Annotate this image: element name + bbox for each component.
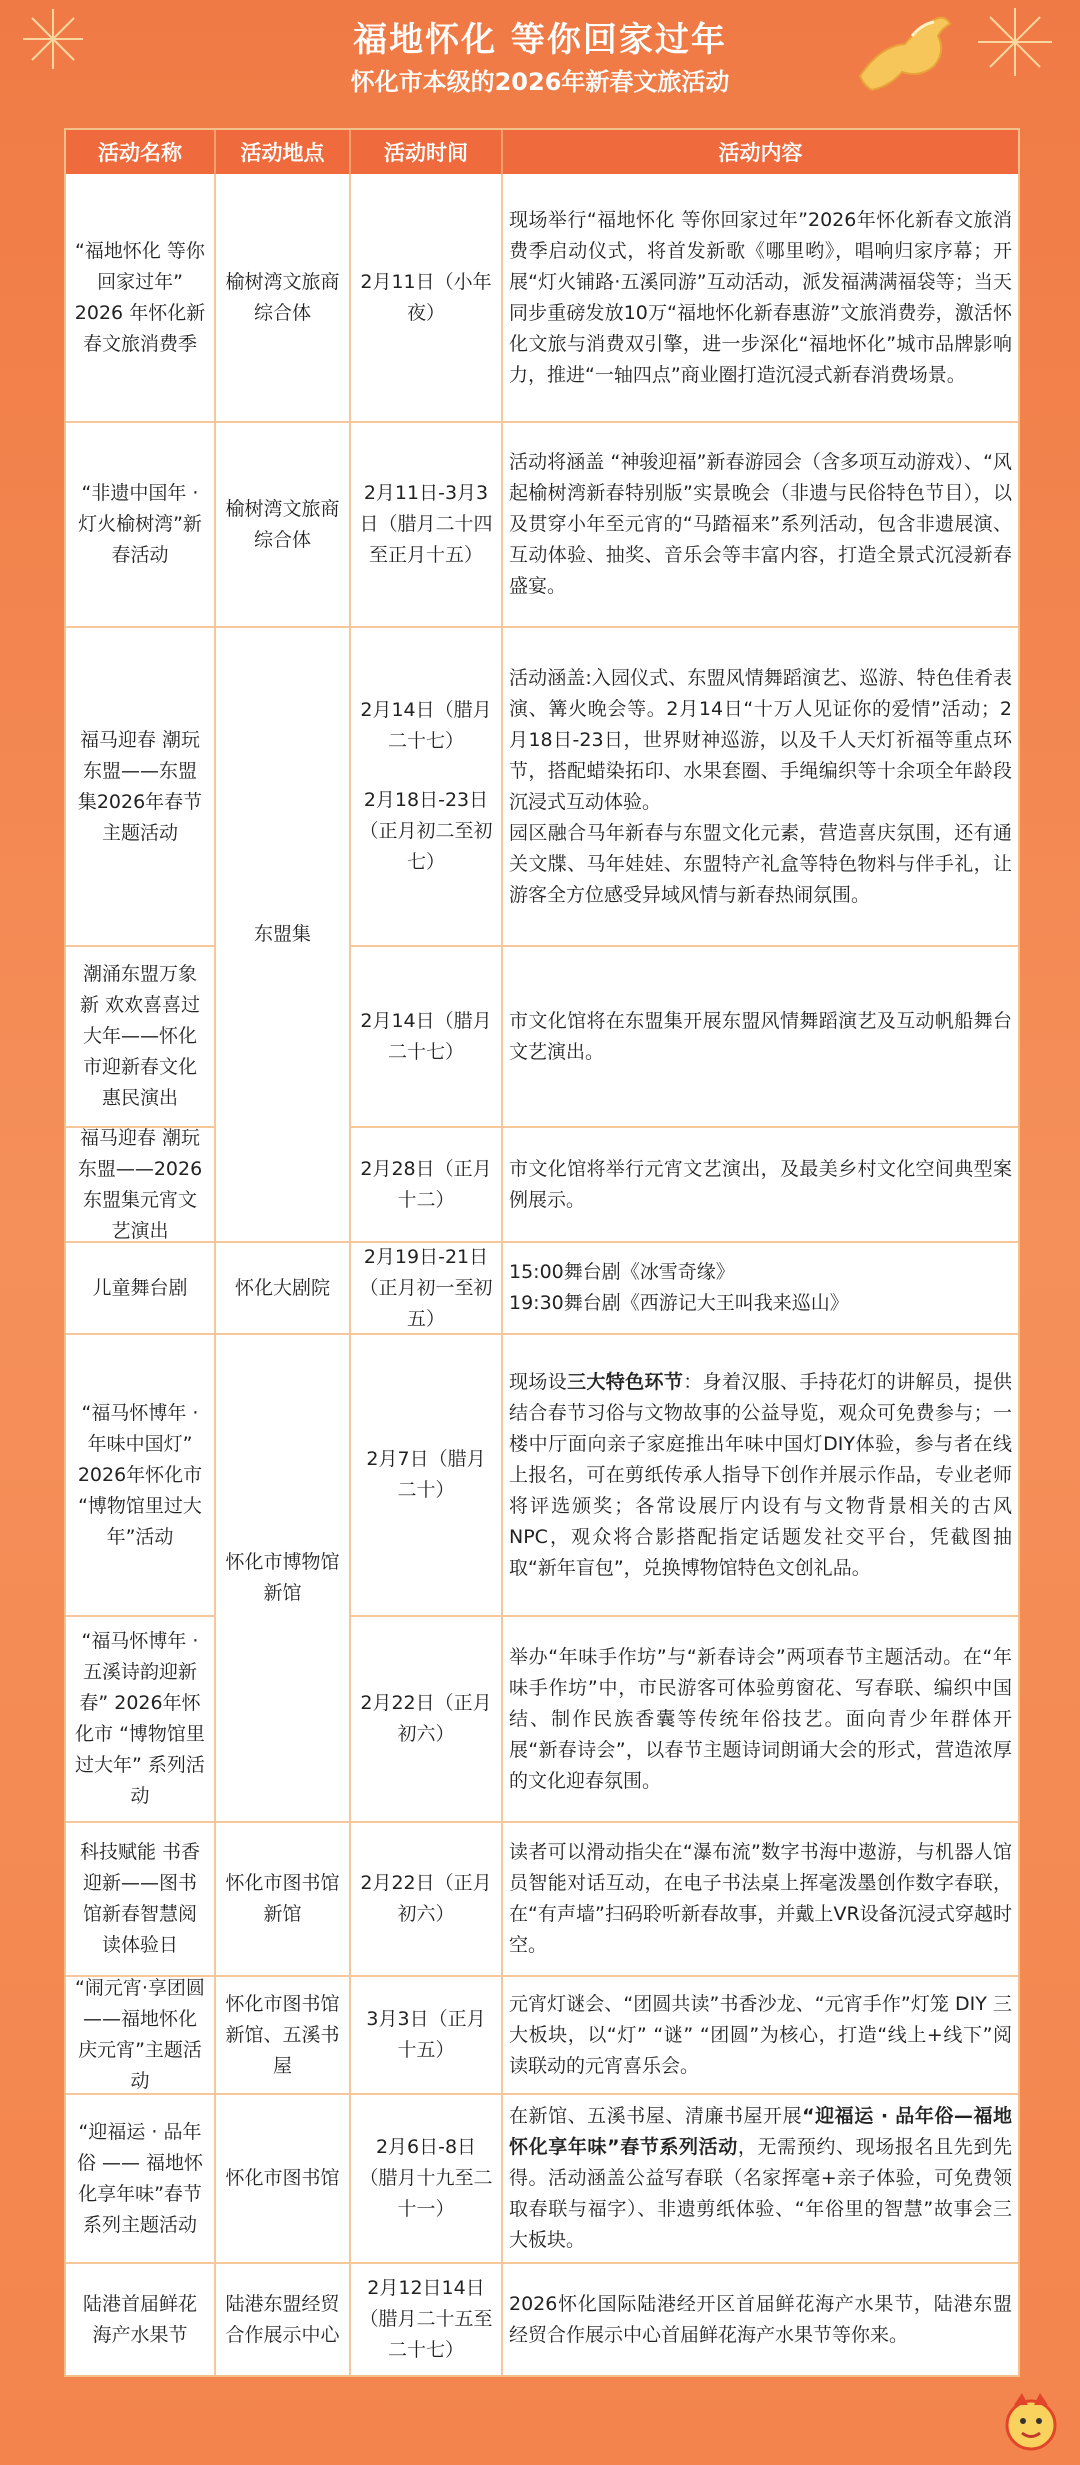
table-row-time: 2月22日（正月初六） [351, 1617, 503, 1823]
table-row-place: 怀化市图书馆 [216, 2095, 351, 2264]
content-prefix: 在新馆、五溪书屋、清廉书屋开展 [509, 2105, 803, 2127]
table-row-place: 怀化市图书馆新馆、五溪书屋 [216, 1977, 351, 2095]
content-text: ：身着汉服、手持花灯的讲解员，提供结合春节习俗与文物故事的公益导览，观众可免费参与；一楼中厅面向亲子家庭推出年味中国灯DIY体验，参与者在线上报名，可在剪纸传承人指导下创作并展示作品，专业老师将评选颁奖；各常设展厅内设有与文物背景相关的古风NPC，观众将合影搭配指定话题发社交平台，凭截图抽取“新年盲包”，兑换博物馆特色文创礼品。 [509, 1370, 1012, 1579]
content-paragraph: 园区融合马年新春与东盟文化元素，营造喜庆氛围，还有通关文牒、马年娃娃、东盟特产礼盒等特色物料与伴手礼，让游客全方位感受异域风情与新春热闹氛围。 [509, 821, 1012, 906]
table-row-time: 2月22日（正月初六） [351, 1823, 503, 1977]
table-row-name: “闹元宵·享团圆——福地怀化庆元宵”主题活动 [66, 1977, 216, 2095]
table-row-name: 福马迎春 潮玩东盟——东盟集2026年春节主题活动 [66, 628, 216, 947]
page-subtitle: 怀化市本级的2026年新春文旅活动 [350, 68, 730, 96]
table-row-place: 榆树湾文旅商综合体 [216, 174, 351, 423]
table-row-name: 潮涌东盟万象新 欢欢喜喜过大年——怀化市迎新春文化惠民演出 [66, 947, 216, 1128]
table-row-place: 榆树湾文旅商综合体 [216, 423, 351, 628]
table-row-time: 2月11日（小年夜） [351, 174, 503, 423]
table-row-time: 2月28日（正月十二） [351, 1128, 503, 1243]
table-row-place: 怀化市博物馆新馆 [216, 1335, 351, 1823]
table-row-time: 3月3日（正月十五） [351, 1977, 503, 2095]
activity-table [64, 128, 1020, 2377]
table-row-time: 2月12日14日（腊月二十五至二十七） [351, 2264, 503, 2375]
content-paragraph: 活动涵盖:入园仪式、东盟风情舞蹈演艺、巡游、特色佳肴表演、篝火晚会等。2月14日“十万人见证你的爱情”活动；2月18日-23日，世界财神巡游，以及千人天灯祈福等重点环节，搭配蜡染拓印、水果套圈、手绳编织等十余项全年龄段沉浸式互动体验。 [509, 666, 1012, 813]
content-highlight: “迎福运 · 品年俗—福地怀化享年味”春节系列活动 [509, 2105, 1012, 2158]
table-row-content: 举办“年味手作坊”与“新春诗会”两项春节主题活动。在“年味手作坊”中，市民游客可体验剪窗花、写春联、编织中国结、制作民族香囊等传统年俗技艺。面向青少年群体开展“新春诗会”，以春节主题诗词朗诵大会的形式，营造浓厚的文化迎春氛围。 [503, 1617, 1018, 1823]
table-row-content: 活动将涵盖 “神骏迎福”新春游园会（含多项互动游戏）、“风起榆树湾新春特别版”实景晚会（非遗与民俗特色节目），以及贯穿小年至元宵的“马踏福来”系列活动，包含非遗展演、互动体验、抽奖、音乐会等丰富内容，打造全景式沉浸新春盛宴。 [503, 423, 1018, 628]
column-header-name: 活动名称 [66, 130, 216, 174]
time-line: 2月14日（腊月二十七） [360, 699, 492, 752]
table-row-content: 读者可以滑动指尖在“瀑布流”数字书海中遨游，与机器人馆员智能对话互动，在电子书法桌上挥毫泼墨创作数字春联，在“有声墙”扫码聆听新春故事，并戴上VR设备沉浸式穿越时空。 [503, 1823, 1018, 1977]
table-row-time: 2月7日（腊月二十） [351, 1335, 503, 1617]
content-line: 15:00舞台剧《冰雪奇缘》 [509, 1261, 735, 1283]
table-row-content [503, 1335, 1018, 1617]
table-row-time: 2月14日（腊月二十七） [351, 947, 503, 1128]
horse-mascot-icon [996, 2387, 1066, 2457]
content-highlight: 三大特色环节 [567, 1370, 684, 1393]
content-prefix: 现场设 [509, 1370, 568, 1393]
table-row-content: 现场举行“福地怀化 等你回家过年”2026年怀化新春文旅消费季启动仪式，将首发新歌《哪里哟》，唱响归家序幕；开展“灯火铺路·五溪同游”互动活动，派发福满满福袋等；当天同步重磅发放10万“福地怀化新春惠游”文旅消费券，激活怀化文旅与消费双引擎，进一步深化“福地怀化”城市品牌影响力，推进“一轴四点”商业圈打造沉浸式新春消费场景。 [503, 174, 1018, 423]
table-row-name: “福地怀化 等你回家过年” 2026 年怀化新春文旅消费季 [66, 174, 216, 423]
table-row-content: 市文化馆将在东盟集开展东盟风情舞蹈演艺及互动帆船舞台文艺演出。 [503, 947, 1018, 1128]
table-row-name: 儿童舞台剧 [66, 1243, 216, 1335]
table-row-name: 福马迎春 潮玩东盟——2026东盟集元宵文艺演出 [66, 1128, 216, 1243]
table-row-name: 科技赋能 书香迎新——图书馆新春智慧阅读体验日 [66, 1823, 216, 1977]
time-line: 2月18日-23日（正月初二至初七） [359, 789, 493, 873]
page-title: 福地怀化 等你回家过年 [353, 20, 727, 60]
table-row-content: 市文化馆将举行元宵文艺演出，及最美乡村文化空间典型案例展示。 [503, 1128, 1018, 1243]
table-row-content [503, 2095, 1018, 2264]
table-row-content [503, 1243, 1018, 1335]
table-row-place: 怀化大剧院 [216, 1243, 351, 1335]
table-row-time: 2月19日-21日（正月初一至初五） [351, 1243, 503, 1335]
table-row-content: 2026怀化国际陆港经开区首届鲜花海产水果节，陆港东盟经贸合作展示中心首届鲜花海产水果节等你来。 [509, 2292, 1012, 2346]
table-row-name: “非遗中国年 · 灯火榆树湾”新春活动 [66, 423, 216, 628]
table-row-name: 陆港首届鲜花海产水果节 [66, 2264, 216, 2375]
column-header-place: 活动地点 [216, 130, 351, 174]
table-row-content [503, 628, 1018, 947]
table-row-name: “福马怀博年 · 年味中国灯” 2026年怀化市 “博物馆里过大年”活动 [66, 1335, 216, 1617]
table-row-name: “迎福运 · 品年俗 —— 福地怀化享年味”春节系列主题活动 [66, 2095, 216, 2264]
column-header-content: 活动内容 [503, 130, 1018, 174]
table-row-time: 2月11日-3月3日（腊月二十四至正月十五） [351, 423, 503, 628]
table-row-time: 2月6日-8日（腊月十九至二十一） [351, 2095, 503, 2264]
content-text: ，无需预约、现场报名且先到先得。活动涵盖公益写春联（名家挥毫+亲子体验，可免费领取春联与福字）、非遗剪纸体验、“年俗里的智慧”故事会三大板块。 [509, 2136, 1012, 2251]
table-row-place: 怀化市图书馆新馆 [216, 1823, 351, 1977]
table-row-time [351, 628, 503, 947]
footer-decoration [0, 2385, 1080, 2465]
column-header-time: 活动时间 [351, 130, 503, 174]
content-line: 19:30舞台剧《西游记大王叫我来巡山》 [509, 1292, 849, 1314]
page-header [0, 0, 1080, 130]
table-row-name: “福马怀博年 · 五溪诗韵迎新春” 2026年怀化市 “博物馆里过大年” 系列活动 [66, 1617, 216, 1823]
table-row-place: 陆港东盟经贸合作展示中心 [216, 2264, 351, 2375]
table-row-place: 东盟集 [216, 628, 351, 1243]
table-row-content: 元宵灯谜会、“团圆共读”书香沙龙、“元宵手作”灯笼 DIY 三大板块，以“灯” “谜” “团圆”为核心，打造“线上+线下”阅读联动的元宵喜乐会。 [503, 1977, 1018, 2095]
